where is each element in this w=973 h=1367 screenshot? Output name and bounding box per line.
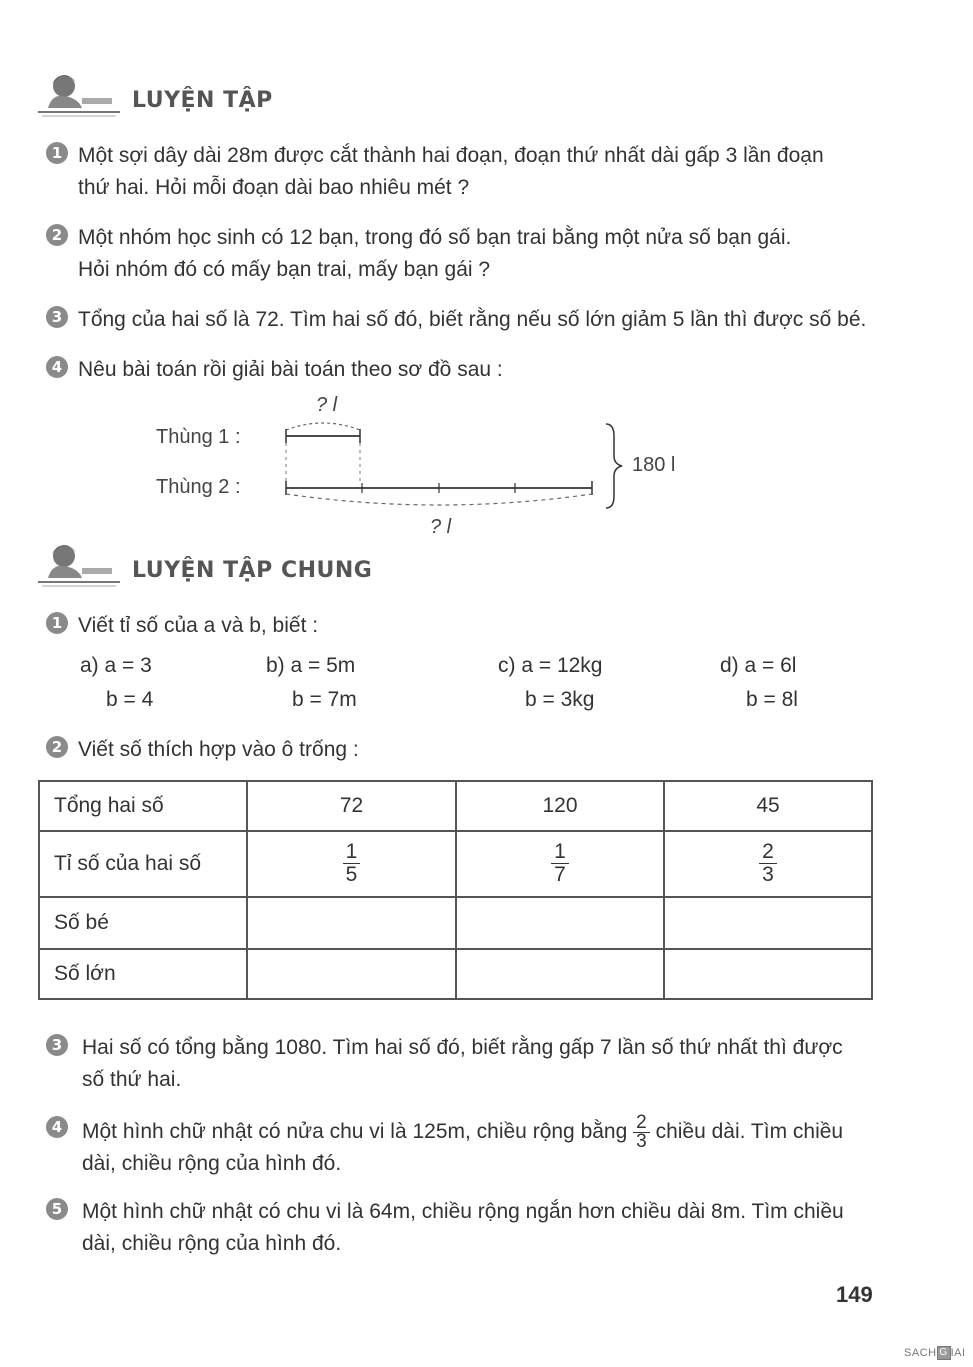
diagram-label-thung-2: Thùng 2 : bbox=[156, 476, 241, 498]
ratio-cell-2 bbox=[456, 831, 664, 897]
row-label-large: Số lớn bbox=[39, 949, 247, 999]
page-number: 149 bbox=[836, 1282, 873, 1307]
large-cell-2 bbox=[456, 949, 664, 999]
row-label-small: Số bé bbox=[39, 897, 247, 949]
sum-cell-3: 45 bbox=[664, 781, 872, 831]
ratio-cell-1 bbox=[247, 831, 456, 897]
brand-box: G bbox=[937, 1346, 951, 1360]
small-cell-3 bbox=[664, 897, 872, 949]
s2-problem-5-line-2: dài, chiều rộng của hình đó. bbox=[82, 1232, 342, 1255]
top-brace bbox=[286, 423, 360, 430]
s2-problem-4-frac-denominator: 3 bbox=[636, 1131, 647, 1152]
ratio-item-a-a: a) a = 3 bbox=[80, 654, 152, 677]
ratio-1-numerator: 1 bbox=[345, 840, 358, 863]
problem-number-1: 1 bbox=[46, 142, 68, 164]
s2-problem-number-4: 4 bbox=[46, 1116, 68, 1138]
s2-problem-1-text: Viết tỉ số của a và b, biết : bbox=[78, 614, 319, 637]
diagram-label-thung-1: Thùng 1 : bbox=[156, 426, 241, 448]
s2-problem-4-before: Một hình chữ nhật có nửa chu vi là 125m, chiều rộng bằng bbox=[82, 1120, 628, 1144]
sum-cell-1: 72 bbox=[247, 781, 456, 831]
large-cell-1 bbox=[247, 949, 456, 999]
fill-in-table bbox=[38, 780, 873, 1000]
table-row-large bbox=[39, 949, 872, 999]
brand-right: IAI bbox=[950, 1346, 966, 1359]
table-row-sum bbox=[39, 781, 872, 831]
large-cell-3 bbox=[664, 949, 872, 999]
sum-cell-2: 120 bbox=[456, 781, 664, 831]
s2-problem-3-line-1: Hai số có tổng bằng 1080. Tìm hai số đó, biết rằng gấp 7 lần số thứ nhất thì được bbox=[82, 1036, 843, 1059]
ratio-1-denominator: 5 bbox=[345, 863, 358, 886]
s2-problem-4-after: chiều dài. Tìm chiều bbox=[655, 1120, 844, 1144]
problem-number-4: 4 bbox=[46, 356, 68, 378]
s2-problem-number-1: 1 bbox=[46, 612, 68, 634]
ratio-item-a-b: b = 4 bbox=[106, 688, 154, 711]
ratio-2-numerator: 1 bbox=[554, 840, 566, 863]
brand-left: SACH bbox=[904, 1346, 937, 1359]
ratio-cell-3 bbox=[664, 831, 872, 897]
ratio-item-c-b: b = 3kg bbox=[525, 688, 595, 711]
row-label-ratio: Tỉ số của hai số bbox=[39, 831, 247, 897]
ratio-item-c-a: c) a = 12kg bbox=[498, 654, 603, 677]
s2-problem-4-fraction bbox=[633, 1114, 650, 1151]
s2-problem-4-line-2: dài, chiều rộng của hình đó. bbox=[82, 1152, 342, 1175]
s2-problem-2-text: Viết số thích hợp vào ô trống : bbox=[78, 738, 359, 761]
problem-2-line-2: Hỏi nhóm đó có mấy bạn trai, mấy bạn gái ? bbox=[78, 258, 491, 281]
s2-problem-number-2: 2 bbox=[46, 736, 68, 758]
small-cell-2 bbox=[456, 897, 664, 949]
ratio-item-d-a: d) a = 6l bbox=[720, 654, 797, 677]
diagram-top-question: ? l bbox=[316, 394, 338, 416]
s2-problem-3-line-2: số thứ hai. bbox=[82, 1068, 182, 1091]
s2-problem-number-3: 3 bbox=[46, 1034, 68, 1056]
ratio-3-numerator: 2 bbox=[762, 840, 774, 863]
s2-problem-5-line-1: Một hình chữ nhật có chu vi là 64m, chiều rộng ngắn hơn chiều dài 8m. Tìm chiều bbox=[82, 1200, 844, 1223]
segment-diagram bbox=[280, 410, 625, 520]
ratio-item-b-b: b = 7m bbox=[292, 688, 357, 711]
table-row-small bbox=[39, 897, 872, 949]
section-title-luyen-tap-chung: LUYỆN TẬP CHUNG bbox=[132, 558, 373, 583]
table-row-ratio bbox=[39, 831, 872, 897]
problem-3-line-1: Tổng của hai số là 72. Tìm hai số đó, biết rằng nếu số lớn giảm 5 lần thì được số bé. bbox=[78, 308, 867, 331]
problem-1-line-1: Một sợi dây dài 28m được cắt thành hai đoạn, đoạn thứ nhất dài gấp 3 lần đoạn bbox=[78, 144, 824, 167]
problem-number-3: 3 bbox=[46, 306, 68, 328]
small-cell-1 bbox=[247, 897, 456, 949]
ratio-3-denominator: 3 bbox=[762, 863, 774, 886]
problem-1-line-2: thứ hai. Hỏi mỗi đoạn dài bao nhiêu mét ? bbox=[78, 176, 470, 199]
s2-problem-number-5: 5 bbox=[46, 1198, 68, 1220]
row-label-sum: Tổng hai số bbox=[39, 781, 247, 831]
section-title-luyen-tap: LUYỆN TẬP bbox=[132, 88, 273, 113]
total-brace bbox=[606, 424, 622, 508]
problem-4-line-1: Nêu bài toán rồi giải bài toán theo sơ đồ sau : bbox=[78, 358, 503, 381]
s2-problem-4-frac-numerator: 2 bbox=[636, 1112, 647, 1133]
diagram-total: 180 l bbox=[632, 454, 676, 476]
ratio-item-b-a: b) a = 5m bbox=[266, 654, 356, 677]
s2-problem-4-line-1 bbox=[82, 1114, 843, 1151]
ratio-2-denominator: 7 bbox=[554, 863, 566, 886]
bottom-brace bbox=[286, 494, 592, 505]
ratio-item-d-b: b = 8l bbox=[746, 688, 798, 711]
problem-2-line-1: Một nhóm học sinh có 12 bạn, trong đó số bạn trai bằng một nửa số bạn gái. bbox=[78, 226, 792, 249]
girl-reading-icon-2 bbox=[38, 538, 120, 588]
brand-watermark bbox=[904, 1346, 966, 1360]
diagram-bottom-question: ? l bbox=[430, 516, 452, 538]
problem-number-2: 2 bbox=[46, 224, 68, 246]
girl-reading-icon bbox=[38, 68, 120, 118]
